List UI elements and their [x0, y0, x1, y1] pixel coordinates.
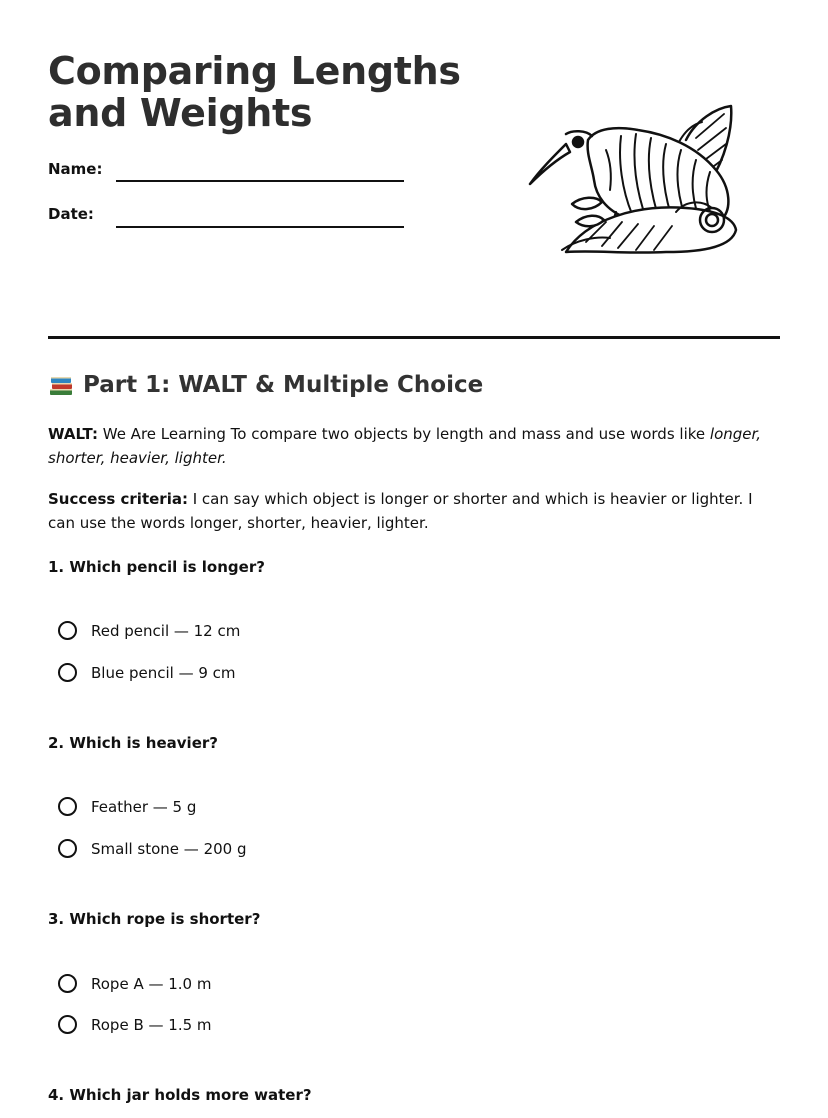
option-label: Feather — 5 g: [91, 797, 197, 816]
question-3-option-1[interactable]: [58, 974, 211, 993]
radio-button[interactable]: [58, 974, 77, 993]
walt-words: longer, shorter, heavier, lighter.: [48, 425, 762, 467]
walt-paragraph: [48, 422, 778, 470]
question-4: 4. Which jar holds more water?: [48, 1086, 312, 1104]
radio-button[interactable]: [58, 839, 77, 858]
question-1-option-2[interactable]: [58, 663, 236, 682]
question-2-option-2[interactable]: [58, 839, 247, 858]
part1-heading-text: Part 1: WALT & Multiple Choice: [83, 372, 484, 398]
question-2: 2. Which is heavier?: [48, 734, 218, 752]
question-3: 3. Which rope is shorter?: [48, 910, 261, 928]
question-1-option-1[interactable]: [58, 621, 240, 640]
radio-button[interactable]: [58, 797, 77, 816]
question-3-option-2[interactable]: [58, 1015, 212, 1034]
name-label: Name:: [48, 160, 103, 178]
success-criteria-text: I can say which object is longer or shorter and which is heavier or lighter. I can use the words longer, shorter, heavier, lighter.: [48, 490, 753, 532]
radio-button[interactable]: [58, 621, 77, 640]
option-label: Red pencil — 12 cm: [91, 621, 241, 640]
success-criteria-paragraph: [48, 487, 778, 535]
success-criteria-label: Success criteria:: [48, 490, 188, 508]
date-line[interactable]: [116, 226, 404, 228]
radio-button[interactable]: [58, 663, 77, 682]
option-label: Rope B — 1.5 m: [91, 1015, 212, 1034]
walt-label: WALT:: [48, 425, 98, 443]
walt-text: We Are Learning To compare two objects by length and mass and use words like: [97, 425, 710, 443]
worksheet-title: Comparing Lengths and Weights: [48, 49, 461, 135]
question-2-option-1[interactable]: [58, 797, 196, 816]
name-line[interactable]: [116, 180, 404, 182]
option-label: Blue pencil — 9 cm: [91, 663, 236, 682]
question-1: 1. Which pencil is longer?: [48, 558, 265, 576]
option-label: Rope A — 1.0 m: [91, 974, 212, 993]
radio-button[interactable]: [58, 1015, 77, 1034]
part1-heading: [48, 372, 483, 398]
option-label: Small stone — 200 g: [91, 839, 247, 858]
date-label: Date:: [48, 205, 94, 223]
section-divider: [48, 336, 780, 339]
books-icon: [48, 372, 74, 398]
kiwi-bird-illustration: [526, 100, 742, 260]
